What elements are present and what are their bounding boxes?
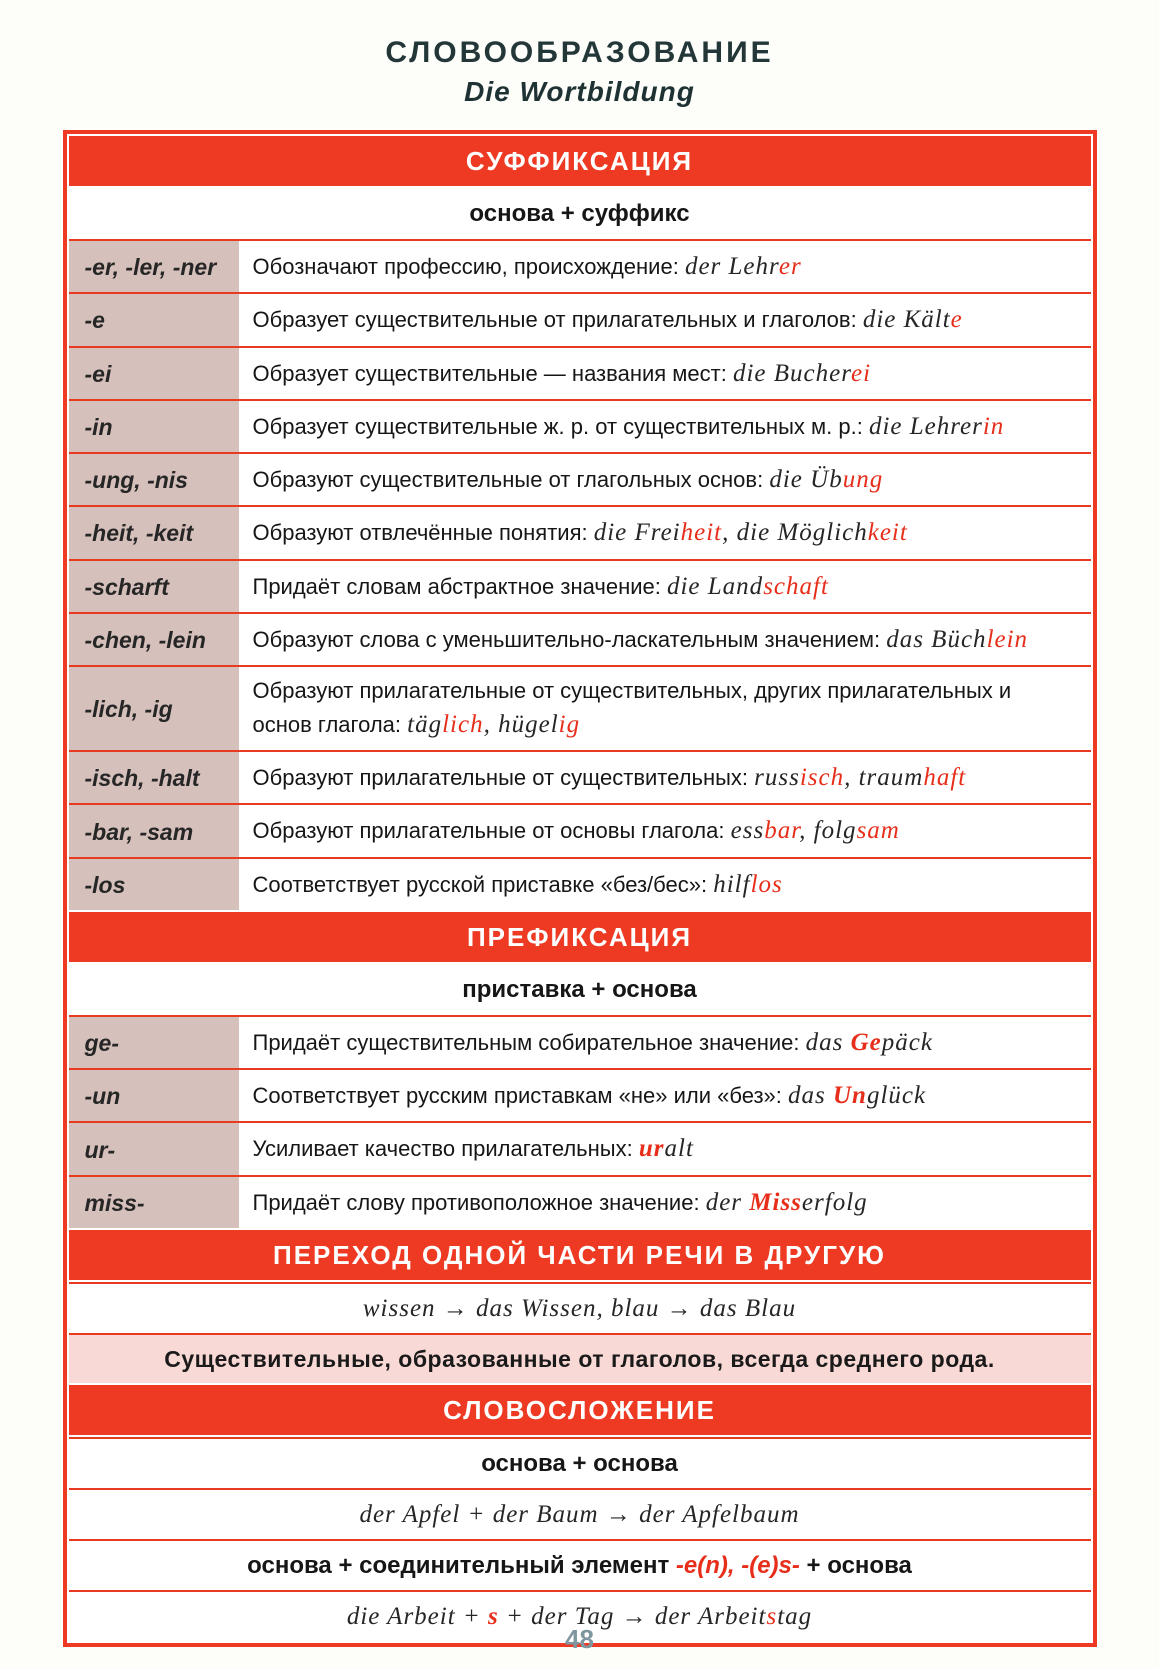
rule-description: Образует существительные ж. р. от существительных м. р.: — [252, 413, 863, 439]
table-row-suffix-heit-keit — [69, 505, 1091, 558]
rule-description: Образуют существительные от глагольных основ: — [252, 467, 764, 492]
table-row-suffix-schaft — [69, 559, 1091, 612]
german-example: hilflos — [713, 870, 783, 898]
rule-cell — [239, 1070, 1091, 1121]
rule-description: Образует существительные от прилагательных и глаголов: — [252, 307, 857, 333]
german-example: wissen → das Wissen, blau → das Blau — [362, 1294, 797, 1322]
table-row-suffix-isch-haft — [69, 750, 1091, 803]
rule-cell — [239, 752, 1091, 803]
table-row-suffix-ei — [69, 346, 1091, 399]
rule-description: Придаёт слову противоположное значение: — [252, 1189, 700, 1215]
affix-label: -in — [69, 401, 239, 452]
table-row-prefix-ge — [69, 1015, 1091, 1068]
german-example: die Freiheit, die Möglichkeit — [593, 519, 908, 547]
conversion-example-row — [69, 1282, 1091, 1333]
table-row-prefix-ur — [69, 1121, 1091, 1174]
page-number: 48 — [565, 1624, 594, 1654]
german-example: die Arbeit + s + der Tag → der Arbeitstag — [346, 1602, 813, 1630]
section-header-prefixation: ПРЕФИКСАЦИЯ — [69, 912, 1091, 962]
german-example: der Misserfolg — [705, 1188, 868, 1216]
affix-label: ur- — [69, 1123, 239, 1174]
table-row-suffix-e — [69, 292, 1091, 345]
rule-cell — [239, 1017, 1091, 1068]
german-example: das Unglück — [788, 1082, 927, 1110]
affix-label: -isch, -halt — [69, 752, 239, 803]
german-example: der Lehrer — [684, 253, 802, 280]
affix-label: -ei — [69, 348, 239, 399]
german-example: das Gepäck — [805, 1028, 933, 1056]
table-row-suffix-bar-sam — [69, 803, 1091, 856]
affix-label: ge- — [69, 1017, 239, 1068]
german-example: die Landschaft — [666, 572, 829, 600]
rule-cell — [239, 454, 1091, 505]
rule-cell — [239, 667, 1091, 750]
rule-cell — [239, 401, 1091, 452]
german-example: die Lehrerin — [868, 412, 1005, 440]
german-example: der Apfel + der Baum → der Apfelbaum — [359, 1500, 800, 1528]
german-example: die Kälte — [862, 306, 963, 334]
conversion-note-row: Существительные, образованные от глаголов, всегда среднего рода. — [69, 1333, 1091, 1383]
rule-cell — [239, 805, 1091, 856]
table-row-suffix-ung-nis — [69, 452, 1091, 505]
affix-label: -bar, -sam — [69, 805, 239, 856]
affix-label: -e — [69, 294, 239, 345]
german-example: das Büchlein — [886, 625, 1029, 653]
german-example: die Übung — [769, 466, 884, 493]
german-example: uralt — [638, 1135, 694, 1163]
page-subtitle: Die Wortbildung — [464, 76, 695, 107]
section-header-composition: СЛОВОСЛОЖЕНИЕ — [69, 1385, 1091, 1435]
table-row-prefix-miss — [69, 1175, 1091, 1228]
rule-cell — [239, 614, 1091, 665]
page-title: СЛОВООБРАЗОВАНИЕ — [385, 36, 774, 69]
suffixation-formula: основа + суффикс — [69, 188, 1091, 239]
affix-label: -ung, -nis — [69, 454, 239, 505]
rule-description: Соответствует русской приставке «без/бес»: — [252, 871, 708, 897]
composition-example-row-1 — [69, 1488, 1091, 1539]
section-header-suffixation: СУФФИКСАЦИЯ — [69, 136, 1091, 186]
word-formation-table — [63, 130, 1097, 1647]
textbook-page — [0, 36, 1159, 1670]
rule-description: Образуют отвлечённые понятия: — [252, 520, 588, 546]
section-header-conversion: ПЕРЕХОД ОДНОЙ ЧАСТИ РЕЧИ В ДРУГУЮ — [69, 1230, 1091, 1280]
composition-formula-1: основа + основа — [69, 1437, 1091, 1488]
affix-label: miss- — [69, 1177, 239, 1228]
rule-description: Образуют прилагательные от основы глагола: — [252, 818, 725, 844]
affix-label: -er, -ler, -ner — [69, 241, 239, 292]
german-example: die Bucherei — [732, 359, 872, 387]
rule-cell — [239, 1177, 1091, 1228]
prefixation-formula: приставка + основа — [69, 964, 1091, 1015]
rule-description: Усиливает качество прилагательных: — [252, 1136, 633, 1162]
rule-cell — [239, 1123, 1091, 1174]
affix-label: -chen, -lein — [69, 614, 239, 665]
affix-label: -un — [69, 1070, 239, 1121]
rule-description: Придаёт словам абстрактное значение: — [252, 573, 661, 599]
german-example: essbar, folgsam — [730, 817, 900, 845]
german-example: russisch, traumhaft — [754, 764, 967, 792]
table-row-suffix-in — [69, 399, 1091, 452]
rule-description: Придаёт существительным собирательное значение: — [252, 1029, 800, 1055]
affix-label: -heit, -keit — [69, 507, 239, 558]
affix-label: -lich, -ig — [69, 667, 239, 750]
rule-cell — [239, 561, 1091, 612]
composition-formula-2: основа + соединительный элемент -e(n), -(e)s- + основа — [69, 1539, 1091, 1590]
rule-description: Образуют прилагательные от существительных, других прилагательных и основ глагола: — [252, 678, 1012, 737]
table-row-suffix-er — [69, 239, 1091, 292]
rule-description: Образует существительные — названия мест: — [252, 360, 727, 386]
rule-cell — [239, 294, 1091, 345]
rule-cell — [239, 859, 1091, 910]
rule-description: Образуют прилагательные от существительных: — [252, 765, 749, 791]
table-row-suffix-lich-ig — [69, 665, 1091, 750]
rule-cell — [239, 241, 1091, 292]
table-row-suffix-chen-lein — [69, 612, 1091, 665]
rule-description: Образуют слова с уменьшительно-ласкательным значением: — [252, 626, 881, 652]
rule-cell — [239, 348, 1091, 399]
affix-label: -scharft — [69, 561, 239, 612]
rule-description: Обозначают профессию, происхождение: — [252, 254, 679, 279]
table-row-suffix-los — [69, 857, 1091, 910]
affix-label: -los — [69, 859, 239, 910]
table-row-prefix-un — [69, 1068, 1091, 1121]
rule-cell — [239, 507, 1091, 558]
rule-description: Соответствует русским приставкам «не» или «без»: — [252, 1083, 782, 1109]
german-example: täglich, hügelig — [407, 710, 581, 738]
